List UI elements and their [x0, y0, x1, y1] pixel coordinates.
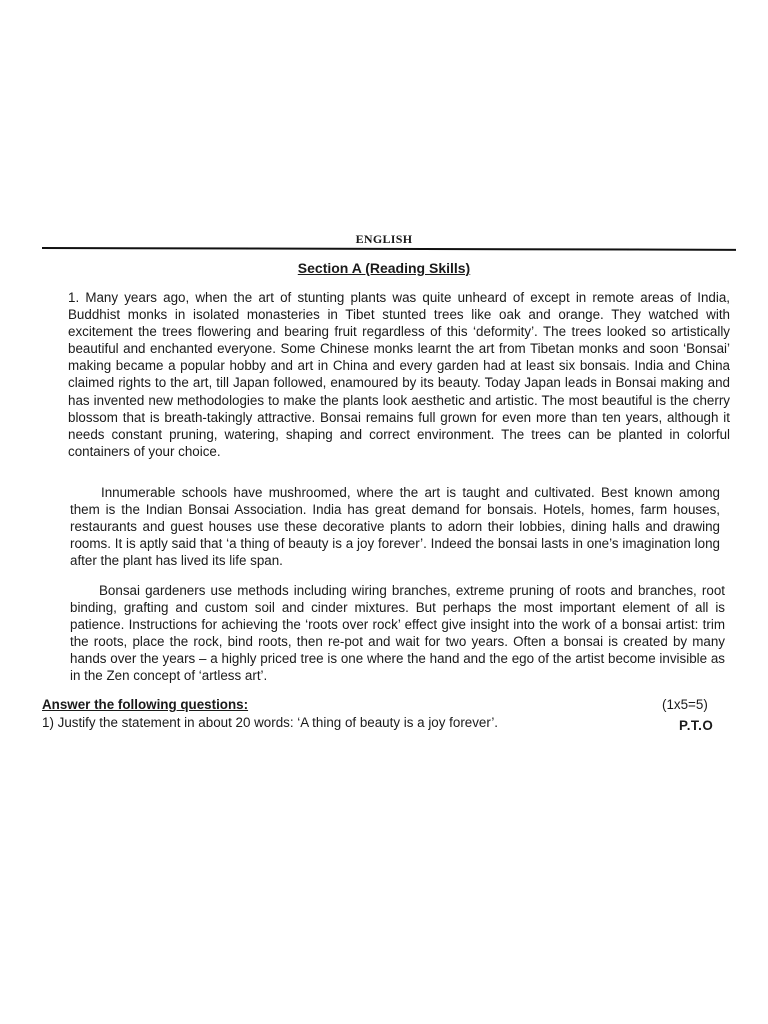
- question-1: 1) Justify the statement in about 20 words: ‘A thing of beauty is a joy forever’.: [42, 715, 499, 730]
- header-rule: [42, 247, 736, 251]
- marks-allocation: (1x5=5): [662, 697, 708, 712]
- passage-paragraph-1: 1. Many years ago, when the art of stunting plants was quite unheard of except in remote areas of India, Buddhist monks in isolated monasteries in Tibet stunted trees like oak and orange. They watched with excitement the trees flowering and bearing fruit regardless of this ‘deformity’. The trees looked so artistically beautiful and enchanted everyone. Some Chinese monks learnt the art from Tibetan monks and soon ‘Bonsai’ making became a popular hobby and art in China and every garden had at least six bonsais. India and China claimed rights to the art, till Japan followed, enamoured by its beauty. Today Japan leads in Bonsai making and has invented new methodologies to make the plants look aesthetic and artistic. The most beautiful is the cherry blossom that is breath-takingly attractive. Bonsai remains full grown for even more than ten years, although it needs constant pruning, watering, shaping and correct environment. The trees can be planted in colorful containers of your choice.: [68, 290, 730, 459]
- subject-header: ENGLISH: [355, 232, 413, 246]
- section-title: Section A (Reading Skills): [297, 260, 471, 276]
- pto-label: P.T.O: [679, 718, 714, 733]
- questions-heading: Answer the following questions:: [42, 697, 249, 712]
- passage-paragraph-3: Bonsai gardeners use methods including wiring branches, extreme pruning of roots and branches, root binding, grafting and custom soil and cinder mixtures. But perhaps the most important element of all is patience. Instructions for achieving the ‘roots over rock’ effect give insight into the work of a bonsai artist: trim the roots, place the rock, bind roots, then re-pot and wait for two years. Often a bonsai is created by many hands over the years – a highly priced tree is one where the hand and the ego of the artist become invisible as in the Zen concept of ‘artless art’.: [70, 583, 725, 684]
- passage-paragraph-2: Innumerable schools have mushroomed, where the art is taught and cultivated. Best known among them is the Indian Bonsai Association. India has great demand for bonsais. Hotels, homes, farm houses, restaurants and guest houses use these decorative plants to adorn their lobbies, dining halls and drawing rooms. It is aptly said that ‘a thing of beauty is a joy forever’. Indeed the bonsai lasts in one’s imagination long after the plant has lived its life span.: [70, 485, 720, 569]
